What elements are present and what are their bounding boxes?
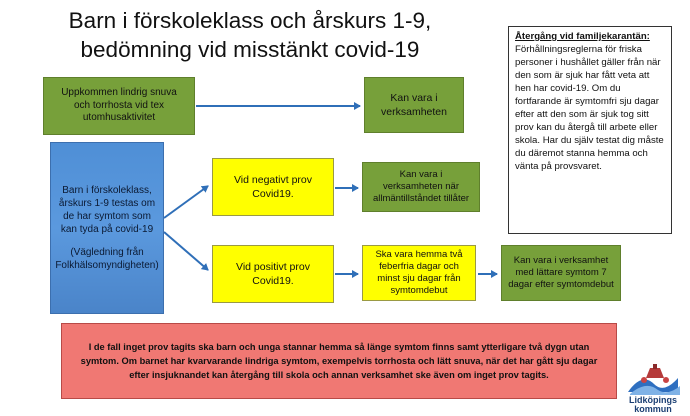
can-be-2-text: Kan vara i verksamheten när allmäntillståndet tillåter bbox=[372, 169, 470, 204]
negative-test-box bbox=[212, 158, 334, 216]
children-main-box bbox=[50, 142, 164, 314]
children-main-text: Barn i förskoleklass, årskurs 1-9 testas om de har symtom som kan tyda på covid-19 bbox=[58, 185, 156, 235]
stay-home-text: Ska vara hemma två feberfria dagar och minst sju dagar från symtomdebut bbox=[375, 249, 463, 296]
positive-test-box bbox=[212, 245, 334, 303]
logo-line-1: Lidköpings bbox=[629, 395, 677, 405]
bottom-note-box bbox=[61, 323, 617, 399]
municipality-logo bbox=[620, 364, 686, 414]
can-be-in-activity-box-2 bbox=[362, 162, 480, 212]
arrow-main-to-negative bbox=[164, 186, 208, 218]
title-line-2: bedömning vid misstänkt covid-19 bbox=[80, 37, 420, 62]
guidance-text: (Vägledning från Folkhälsomyndigheten) bbox=[55, 247, 159, 271]
logo-emblem-icon bbox=[620, 364, 686, 396]
logo-text bbox=[620, 396, 686, 414]
info-heading: Återgång vid familjekarantän: bbox=[515, 31, 650, 42]
title-line-1: Barn i förskoleklass och årskurs 1-9, bbox=[68, 8, 432, 33]
can-be-3-text: Kan vara i verksamhet med lättare symtom 7 dagar efter symtomdebut bbox=[508, 255, 614, 290]
can-be-in-activity-box-1 bbox=[364, 77, 464, 133]
symptoms-box bbox=[43, 77, 195, 135]
can-be-1-text: Kan vara i verksamheten bbox=[381, 92, 447, 118]
symptoms-text: Uppkommen lindrig snuva och torrhosta vid tex utomhusaktivitet bbox=[61, 87, 177, 124]
can-be-in-activity-box-3 bbox=[501, 245, 621, 301]
stay-home-box bbox=[362, 245, 476, 301]
negative-text: Vid negativt prov Covid19. bbox=[233, 174, 313, 200]
family-quarantine-info-box bbox=[508, 26, 672, 234]
info-text: Förhållningsreglerna för friska personer i hushållet gäller från när den som är sjuk har fått veta att hen har covid-19. Om du fortfarande är symtomfri sju dagar efter att den som är sjuk tog sitt prov kan du återgå till arbete eller skola. Har du själv testat dig måste du däremot stanna hemma och vänta på provsvaret. bbox=[515, 44, 664, 172]
logo-line-2: kommun bbox=[634, 404, 672, 414]
bottom-note-text: I de fall inget prov tagits ska barn och unga stannar hemma så länge symtom finns samt ytterligare två dygn utan symtom. Om barnet har kvarvarande lindriga symtom, exempelvis torrhosta och lätt snuva, när det har gått sju dagar efter insjuknandet kan återgång till skola och annan verksamhet ske även om inget prov tagits. bbox=[80, 342, 598, 380]
positive-text: Vid positivt prov Covid19. bbox=[236, 261, 310, 287]
arrow-main-to-positive bbox=[164, 232, 208, 270]
